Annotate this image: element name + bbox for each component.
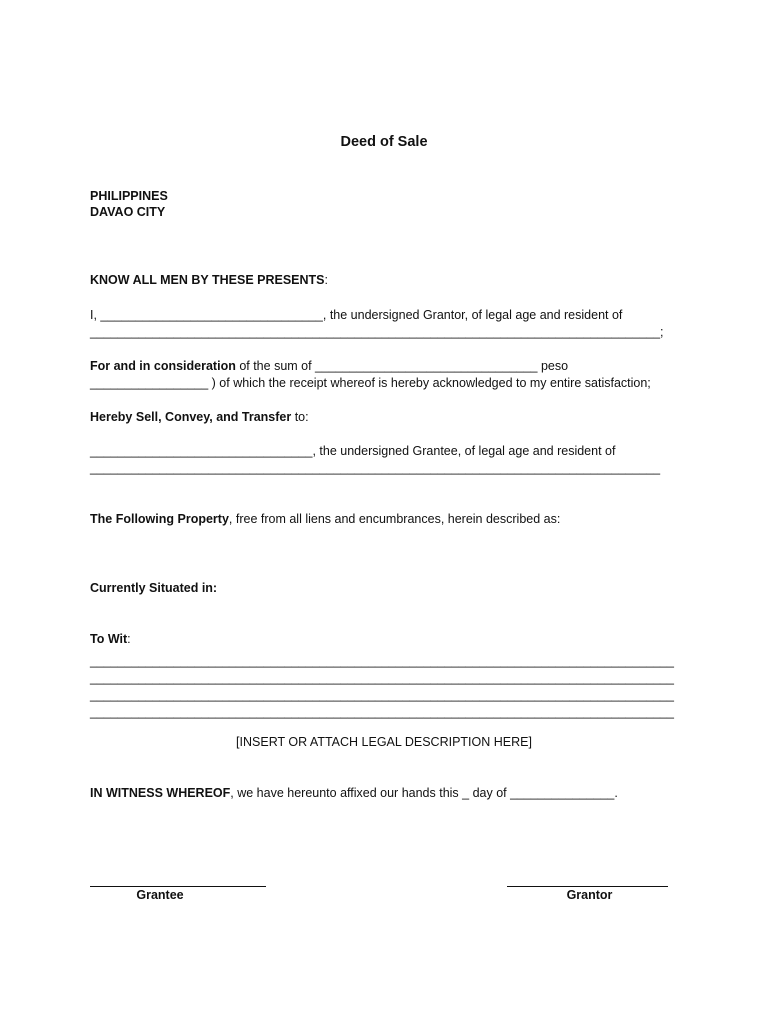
- grantor-line-2: __________________________________________________________________________________;: [90, 325, 664, 339]
- grantor-line-1: I, ________________________________, the undersigned Grantor, of legal age and resident of: [90, 308, 623, 322]
- grantor-signature-line: [507, 886, 668, 887]
- witness-rest: , we have hereunto affixed our hands this _ day of _______________.: [230, 786, 618, 800]
- to-wit-heading: [90, 632, 131, 647]
- grantee-label: Grantee: [136, 888, 184, 902]
- situated-heading: Currently Situated in:: [90, 581, 218, 595]
- consideration-line-1: [90, 359, 568, 374]
- to-wit-line: ____________________________________________________________________________________: [90, 688, 674, 702]
- grantee-signature-line: [90, 886, 266, 887]
- consideration-rest: of the sum of ________________________________ peso: [235, 359, 569, 373]
- consideration-line-2: _________________ ) of which the receipt whereof is hereby acknowledged to my entire satisfaction;: [90, 376, 651, 390]
- property-heading: [90, 512, 560, 527]
- know-all-rest: :: [324, 273, 328, 287]
- grantee-line-2: __________________________________________________________________________________: [90, 461, 661, 475]
- sell-rest: to:: [291, 410, 309, 424]
- property-rest: , free from all liens and encumbrances, herein described as:: [228, 512, 561, 526]
- country-label: PHILIPPINES: [90, 189, 168, 203]
- grantee-line-1: ________________________________, the undersigned Grantee, of legal age and resident of: [90, 444, 616, 458]
- grantor-label: Grantor: [566, 888, 613, 902]
- sell-bold: Hereby Sell, Convey, and Transfer: [90, 410, 292, 424]
- document-title: Deed of Sale: [340, 134, 428, 150]
- insert-legal-description-note: [INSERT OR ATTACH LEGAL DESCRIPTION HERE]: [236, 735, 532, 749]
- to-wit-rest: :: [127, 632, 131, 646]
- property-bold: The Following Property: [90, 512, 229, 526]
- sell-heading: [90, 410, 309, 425]
- city-label: DAVAO CITY: [90, 205, 166, 219]
- consideration-bold: For and in consideration: [90, 359, 236, 373]
- to-wit-bold: To Wit: [90, 632, 128, 646]
- know-all-bold: KNOW ALL MEN BY THESE PRESENTS: [90, 273, 325, 287]
- to-wit-line: ____________________________________________________________________________________: [90, 671, 674, 685]
- witness-line: [90, 786, 618, 801]
- witness-bold: IN WITNESS WHEREOF: [90, 786, 231, 800]
- know-all-heading: [90, 273, 328, 288]
- to-wit-line: ____________________________________________________________________________________: [90, 705, 674, 719]
- to-wit-line: ____________________________________________________________________________________: [90, 654, 674, 668]
